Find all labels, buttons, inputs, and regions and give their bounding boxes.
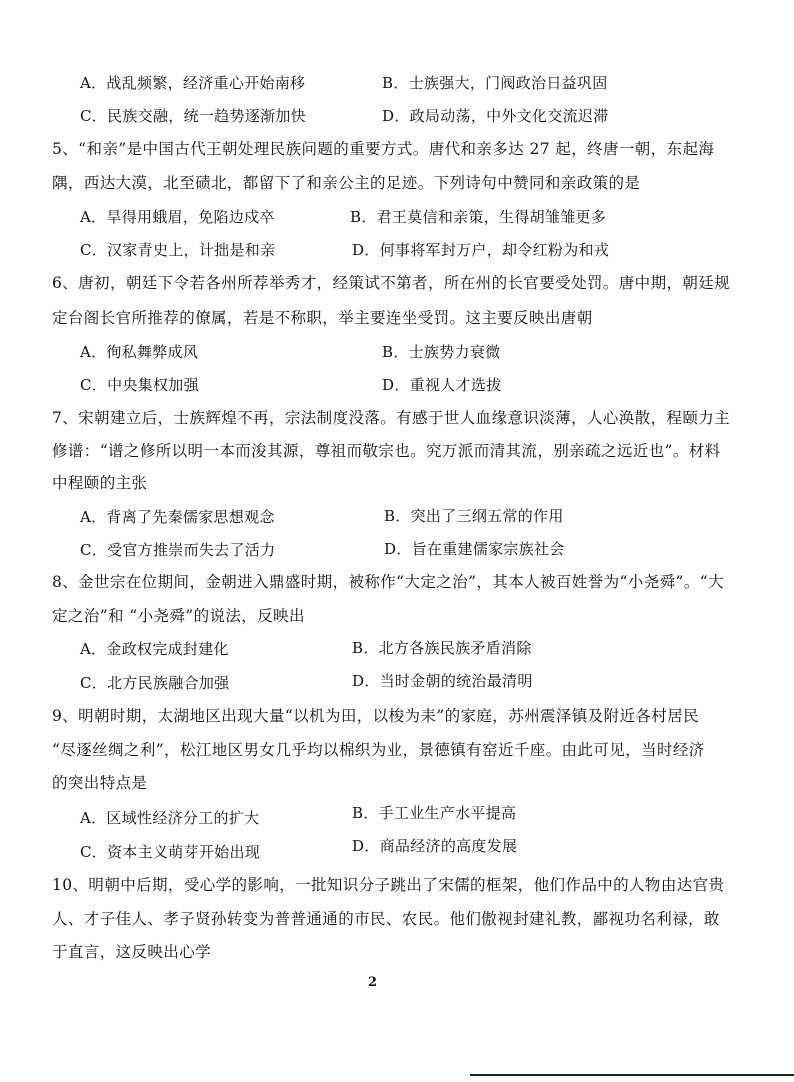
q10-stem-line3: 于直言，这反映出心学 — [52, 943, 212, 961]
q5-option-b: B．君王莫信和亲策，生得胡雏雏更多 — [350, 208, 607, 226]
q6-stem-line2: 定台阁长官所推荐的僚属，若是不称职，举主要连坐受罚。这主要反映出唐朝 — [52, 309, 593, 327]
bottom-scan-edge — [470, 1074, 794, 1076]
q6-option-c: C．中央集权加强 — [80, 376, 199, 394]
q8-option-b: B．北方各族民族矛盾消除 — [352, 639, 532, 657]
q7-option-c: C．受官方推崇而失去了活力 — [80, 541, 276, 559]
q7-option-b: B．突出了三纲五常的作用 — [384, 507, 564, 525]
q7-stem-line2: 修谱：“谱之修所以明一本而浚其源，尊祖而敬宗也。究万派而清其流，别亲疏之远近也”。材料 — [52, 442, 721, 460]
q4-option-a: A．战乱频繁，经济重心开始南移 — [80, 74, 306, 92]
q6-option-a: A．徇私舞弊成风 — [80, 343, 199, 361]
q9-stem-line1: 9、明朝时期，太湖地区出现大量“以机为田，以梭为耒”的家庭，苏州震泽镇及附近各村居民 — [52, 707, 700, 725]
q7-stem-line1: 7、宋朝建立后，士族辉煌不再，宗法制度没落。有感于世人血缘意识淡薄，人心涣散，程颐力主 — [52, 409, 731, 427]
q10-stem-line2: 人、才子佳人、孝子贤孙转变为普普通通的市民、农民。他们傲视封建礼教，鄙视功名利禄，敢 — [52, 910, 720, 928]
q5-stem-line2: 隅，西达大漠，北至碛北，都留下了和亲公主的足迹。下列诗句中赞同和亲政策的是 — [52, 174, 641, 192]
page-number: 2 — [368, 975, 378, 990]
q4-option-d: D．政局动荡，中外文化交流迟滞 — [382, 107, 609, 125]
q6-stem-line1: 6、唐初，朝廷下令若各州所荐举秀才，经策试不第者，所在州的长官要受处罚。唐中期，朝廷规 — [52, 274, 731, 292]
q8-stem-line1: 8、金世宗在位期间，金朝进入鼎盛时期，被称作“大定之治”，其本人被百姓誉为“小尧舜”。“大 — [52, 573, 724, 591]
q9-option-d: D．商品经济的高度发展 — [352, 837, 518, 855]
q8-option-c: C．北方民族融合加强 — [80, 674, 230, 692]
q7-stem-line3: 中程颐的主张 — [52, 474, 148, 492]
q9-option-a: A．区域性经济分工的扩大 — [80, 809, 260, 827]
q5-option-d: D．何事将军封万户，却令红粉为和戎 — [352, 241, 610, 259]
q7-option-a: A．背离了先秦儒家思想观念 — [80, 508, 275, 526]
q7-option-d: D．旨在重建儒家宗族社会 — [384, 540, 565, 558]
q9-option-b: B．手工业生产水平提高 — [352, 804, 517, 822]
q5-option-c: C．汉家青史上，计拙是和亲 — [80, 241, 276, 259]
q9-stem-line3: 的突出特点是 — [52, 774, 148, 792]
q4-option-c: C．民族交融，统一趋势逐渐加快 — [80, 107, 306, 125]
q5-option-a: A．旱得用蛾眉，免陷边戍卒 — [80, 208, 275, 226]
q5-stem-line1: 5、“和亲”是中国古代王朝处理民族问题的重要方式。唐代和亲多达 27 起，终唐一朝，东起海 — [52, 140, 715, 158]
q6-option-b: B．士族势力衰微 — [382, 343, 501, 361]
q6-option-d: D．重视人才选拔 — [382, 376, 502, 394]
q4-option-b: B．士族强大，门阀政治日益巩固 — [382, 74, 608, 92]
q10-stem-line1: 10、明朝中后期，受心学的影响，一批知识分子跳出了宋儒的框架，他们作品中的人物由达官贵 — [52, 876, 725, 894]
q8-option-a: A．金政权完成封建化 — [80, 640, 229, 658]
q9-option-c: C．资本主义萌芽开始出现 — [80, 843, 261, 861]
q8-option-d: D．当时金朝的统治最清明 — [352, 672, 533, 690]
q8-stem-line2: 定之治”和 “小尧舜”的说法，反映出 — [52, 607, 305, 625]
q9-stem-line2: “尽逐丝绸之利”，松江地区男女几乎均以棉织为业，景德镇有窑近千座。由此可见，当时经济 — [52, 741, 705, 759]
